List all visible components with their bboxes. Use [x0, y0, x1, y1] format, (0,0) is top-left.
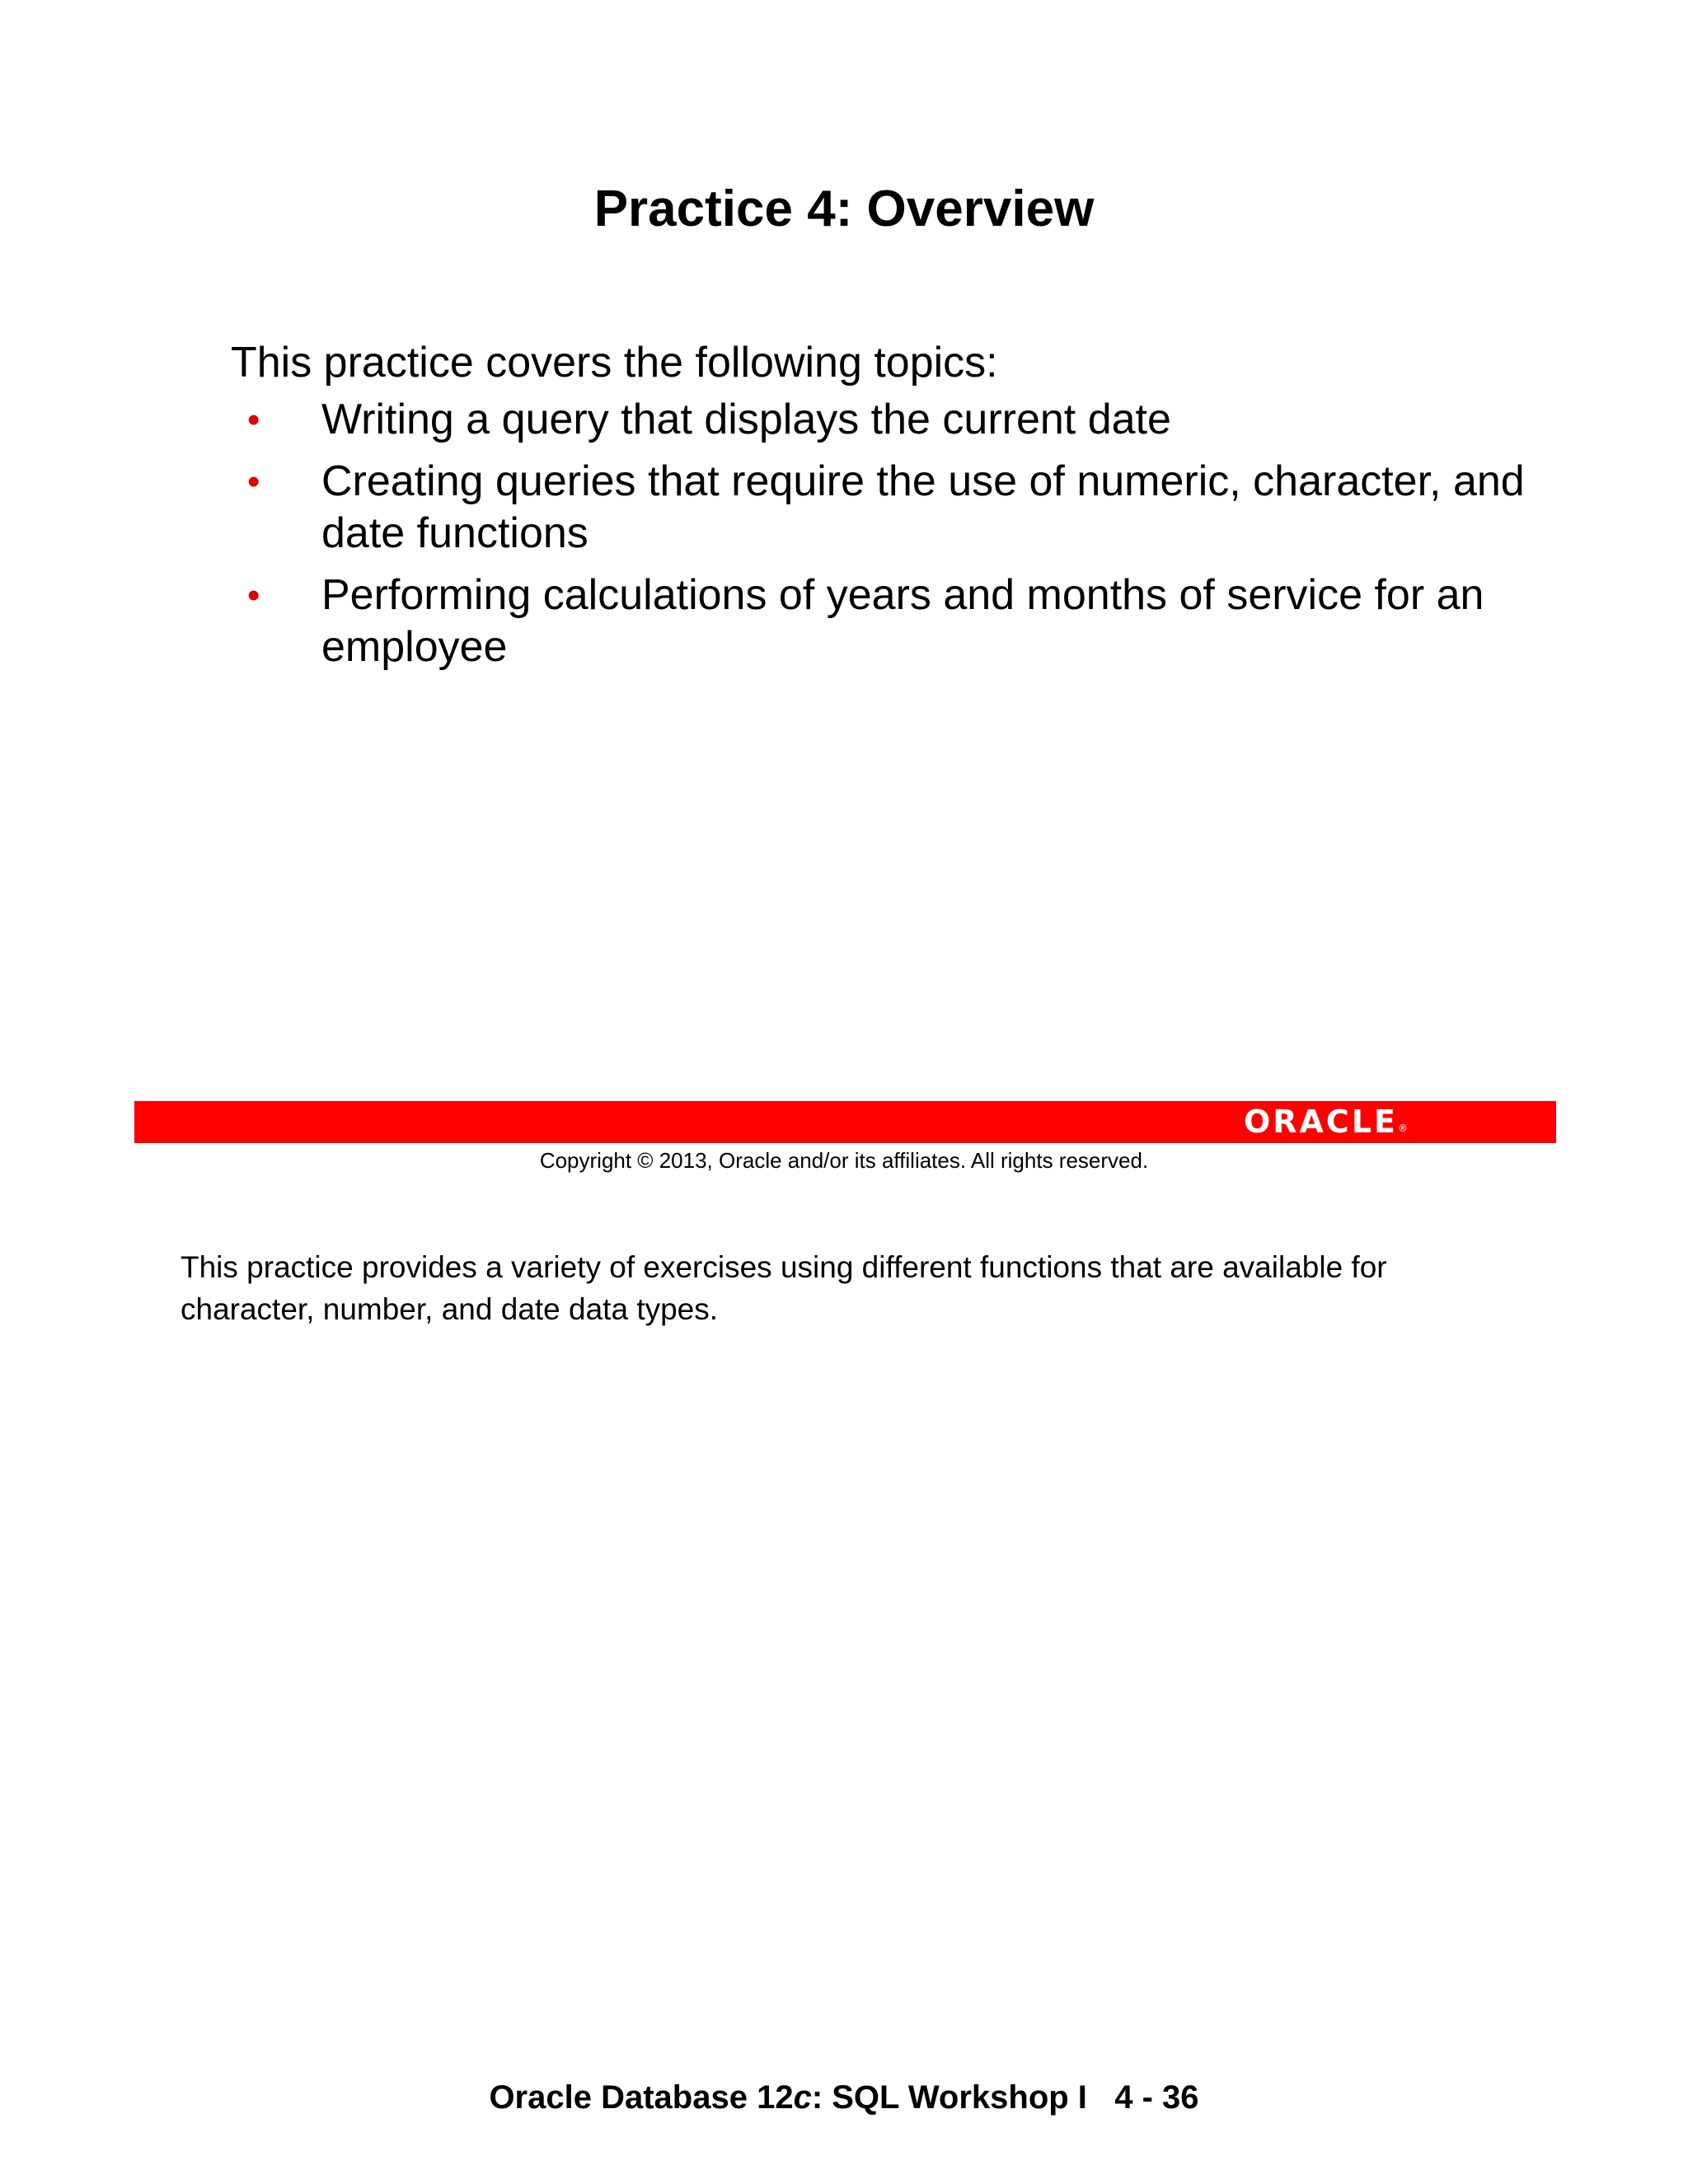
bullet-icon: • — [247, 575, 260, 616]
topic-item — [231, 394, 1550, 446]
course-title-suffix: : SQL Workshop I — [811, 2079, 1087, 2116]
page-number: 4 - 36 — [1114, 2079, 1199, 2116]
topic-text: Performing calculations of years and months of service for an employee — [321, 571, 1484, 671]
notes-text: This practice provides a variety of exercises using different functions that are available for character, number, and date data types. — [181, 1250, 1387, 1326]
topic-text: Creating queries that require the use of numeric, character, and date functions — [321, 457, 1525, 557]
topic-item — [231, 456, 1550, 560]
brand-band — [134, 1101, 1556, 1143]
bullet-icon: • — [247, 400, 260, 440]
copyright-text: Copyright © 2013, Oracle and/or its affiliates. All rights reserved. — [539, 1148, 1149, 1173]
oracle-logo-icon: ORACLE® — [1243, 1104, 1408, 1140]
bullet-icon: • — [247, 462, 260, 502]
page-footer — [0, 2077, 1688, 2118]
slide-title: Practice 4: Overview — [593, 180, 1095, 237]
topic-text: Writing a query that displays the current date — [321, 396, 1171, 443]
intro-text: This practice covers the following topics: — [231, 339, 998, 387]
topic-item — [231, 569, 1550, 673]
topic-list — [231, 394, 1550, 683]
course-title-prefix: Oracle Database 12 — [489, 2079, 794, 2116]
course-title-italic: c — [793, 2079, 812, 2116]
